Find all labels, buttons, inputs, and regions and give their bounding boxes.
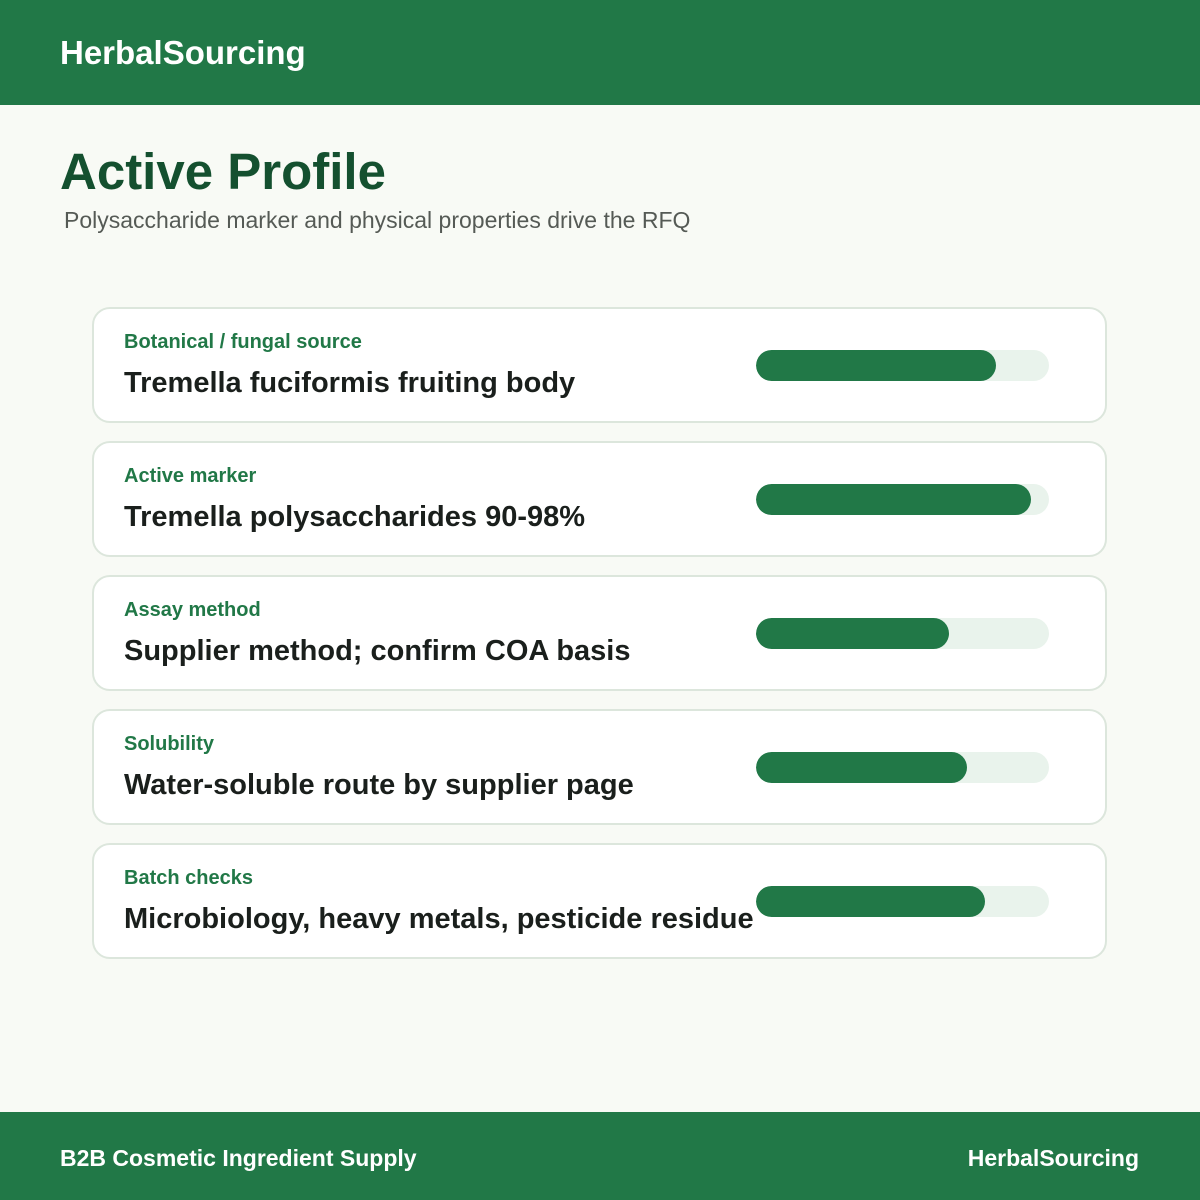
property-card-assay-method: [92, 575, 1107, 691]
level-bar-track: [756, 752, 1049, 783]
property-card-active-marker: [92, 441, 1107, 557]
level-bar-track: [756, 886, 1049, 917]
page-subtitle: Polysaccharide marker and physical properties drive the RFQ: [64, 207, 691, 233]
property-card-source: [92, 307, 1107, 423]
level-bar-fill: [756, 618, 949, 649]
card-value: Water-soluble route by supplier page: [124, 769, 634, 801]
footer-tagline: B2B Cosmetic Ingredient Supply: [60, 1145, 417, 1171]
card-label: Assay method: [124, 599, 261, 621]
card-label: Batch checks: [124, 867, 253, 889]
card-label: Botanical / fungal source: [124, 331, 362, 353]
card-label: Active marker: [124, 465, 257, 487]
brand-logo-text[interactable]: HerbalSourcing: [60, 34, 306, 71]
level-bar-track: [756, 484, 1049, 515]
level-bar-fill: [756, 350, 996, 381]
level-bar-track: [756, 350, 1049, 381]
card-value: Microbiology, heavy metals, pesticide residue: [124, 903, 754, 935]
header-bar: [0, 0, 1200, 105]
level-bar-fill: [756, 886, 985, 917]
card-label: Solubility: [124, 733, 214, 755]
footer-brand[interactable]: HerbalSourcing: [967, 1145, 1139, 1171]
property-card-solubility: [92, 709, 1107, 825]
card-value: Tremella polysaccharides 90-98%: [124, 501, 586, 533]
level-bar-track: [756, 618, 1049, 649]
level-bar-fill: [756, 752, 967, 783]
property-card-batch-checks: [92, 843, 1107, 959]
card-value: Tremella fuciformis fruiting body: [124, 367, 576, 399]
footer-bar: [0, 1112, 1200, 1200]
page-title: Active Profile: [60, 143, 386, 200]
card-value: Supplier method; confirm COA basis: [124, 635, 631, 667]
level-bar-fill: [756, 484, 1031, 515]
